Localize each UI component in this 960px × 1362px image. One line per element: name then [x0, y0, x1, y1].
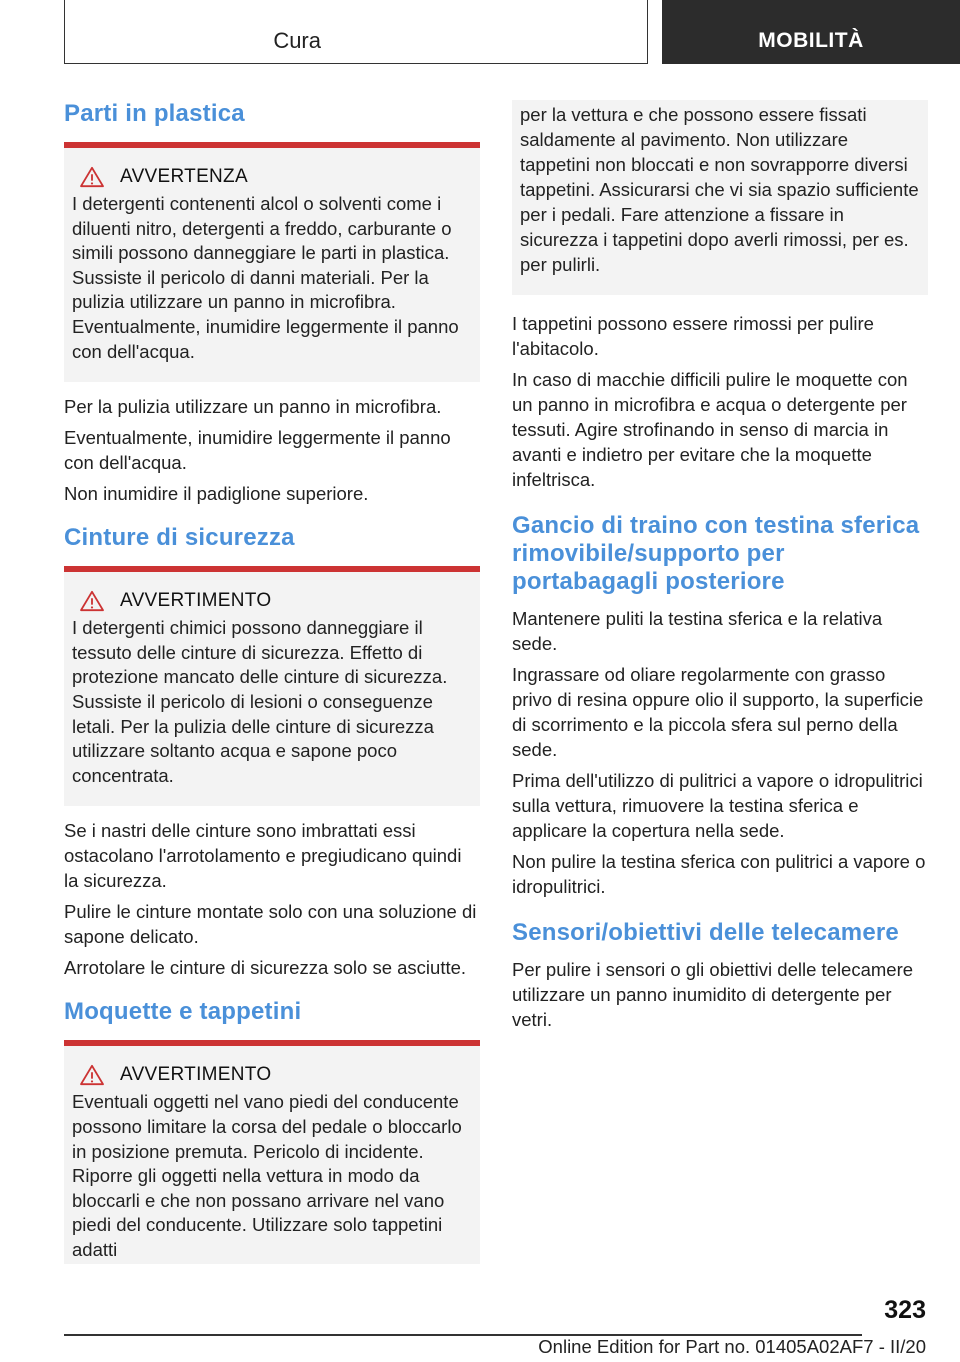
- left-column: [64, 100, 480, 1276]
- warning-text: Eventuali oggetti nel vano piedi del conducente possono limitare la corsa del pedale o bloccarlo in posizione premuta. Pericolo di incidente. Riporre gli oggetti nella vettura in modo da bloccarli e che non possano arrivare nel vano piedi del conducente. Utilizzare solo tappetini adatti: [72, 1091, 462, 1260]
- warning-text: I detergenti chimici possono danneggiare il tessuto delle cinture di sicurezza. Effetto di protezione mancato delle cinture di sicurezza. Sussiste il pericolo di lesioni o conseguenze letali. Per la pulizia delle cinture di sicurezza utilizzare soltanto acqua e sapone poco concentrata.: [72, 617, 448, 786]
- warning-triangle-icon: [78, 590, 106, 612]
- heading-moquette: Moquette e tappetini: [64, 998, 302, 1026]
- warning-box-continuation: per la vettura e che possono essere fissati saldamente al pavimento. Non utilizzare tappetini non bloccati e non sovrapporre diversi tappetini. Assicurarsi che vi sia spazio sufficiente per i pedali. Fare attenzione a fissare in sicurezza i tappetini dopo averli rimossi, per es. per pulirli.: [512, 100, 928, 295]
- page-number: 323: [884, 1296, 926, 1324]
- paragraph: Non inumidire il padiglione superiore.: [64, 483, 369, 505]
- paragraph: Arrotolare le cinture di sicurezza solo se asciutte.: [64, 957, 467, 979]
- paragraph: Ingrassare od oliare regolarmente con grasso privo di resina oppure olio il supporto, la superficie di scorrimento e la piccola sfera sul perno della sede.: [512, 664, 924, 760]
- paragraph: Pulire le cinture montate solo con una soluzione di sapone delicato.: [64, 901, 477, 948]
- warning-box-moquette: [64, 1040, 480, 1264]
- right-column: [512, 100, 928, 1038]
- warning-title: AVVERTIMENTO: [120, 1064, 272, 1086]
- warning-text: I detergenti contenenti alcol o solventi come i diluenti nitro, detergenti a freddo, carburante o simili possono danneggiare le parti in plastica. Sussiste il pericolo di danni materiali. Per la pulizia utilizzare un panno in microfibra. Eventualmente, inumidire leggermente il panno con dell'acqua.: [72, 193, 459, 362]
- warning-triangle-icon: [78, 166, 106, 188]
- paragraph: Mantenere puliti la testina sferica e la relativa sede.: [512, 608, 883, 654]
- warning-box-cinture: [64, 566, 480, 806]
- header-frame: [64, 0, 648, 64]
- paragraph: Non pulire la testina sferica con pulitrici a vapore o idropulitrici.: [512, 851, 926, 897]
- paragraph: Se i nastri delle cinture sono imbrattati essi ostacolano l'arrotolamento e pregiudicano quindi la sicurezza.: [64, 820, 462, 892]
- paragraph: Per pulire i sensori o gli obiettivi delle telecamere utilizzare un panno inumidito di detergente per vetri.: [512, 959, 914, 1030]
- footer-edition: Online Edition for Part no. 01405A02AF7 - II/20: [538, 1336, 926, 1357]
- heading-cinture: Cinture di sicurezza: [64, 524, 295, 552]
- paragraph: Per la pulizia utilizzare un panno in microfibra.: [64, 396, 442, 418]
- heading-gancio: Gancio di traino con testina sferica rimovibile/supporto per portabagagli posteriore: [512, 512, 920, 595]
- heading-sensori: Sensori/obiettivi delle telecamere: [512, 919, 899, 946]
- warning-title: AVVERTIMENTO: [120, 590, 272, 612]
- warning-title: AVVERTENZA: [120, 166, 248, 187]
- paragraph: Prima dell'utilizzo di pulitrici a vapore o idropulitrici sulla vettura, rimuovere la testina sferica e applicare la copertura nella sede.: [512, 770, 923, 841]
- header-chapter-tab: MOBILITÀ: [662, 0, 960, 64]
- paragraph: In caso di macchie difficili pulire le moquette con un panno in microfibra e acqua o detergente per tessuti. Agire strofinando in senso di marcia in avanti e indietro per evitare che la moquette infeltrisca.: [512, 369, 908, 490]
- paragraph: I tappetini possono essere rimossi per pulire l'abitacolo.: [512, 313, 874, 359]
- paragraph: Eventualmente, inumidire leggermente il panno con dell'acqua.: [64, 427, 451, 474]
- heading-plastica: Parti in plastica: [64, 100, 245, 127]
- header-section-title: Cura: [273, 28, 321, 53]
- warning-triangle-icon: [78, 1064, 106, 1086]
- warning-box-plastica: [64, 142, 480, 382]
